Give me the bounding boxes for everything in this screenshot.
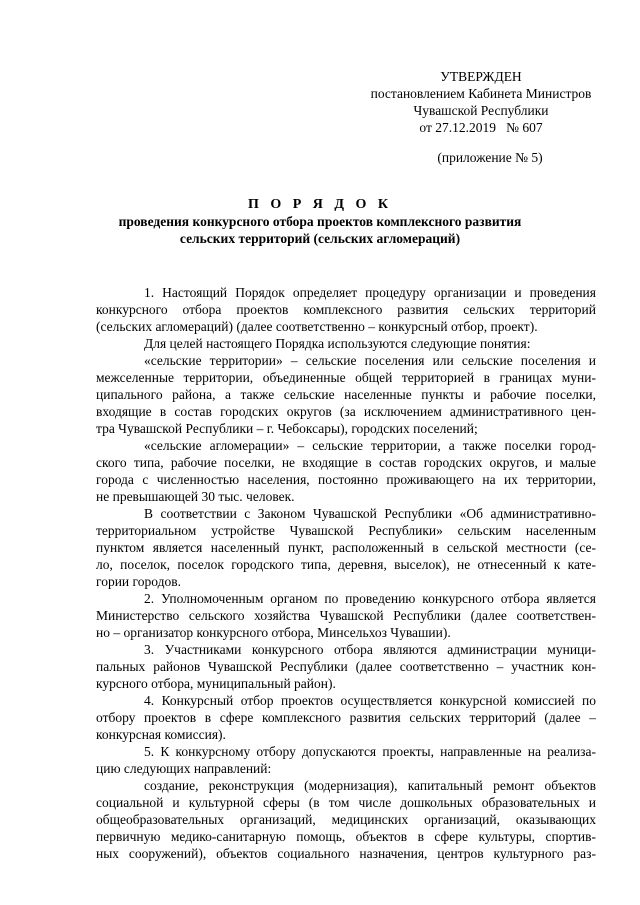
document-subtitle: [100, 213, 540, 247]
body-line: 2. Уполномоченным органом по проведению конкурсного отбора является: [144, 591, 596, 606]
body-line: но – организатор конкурсного отбора, Минсельхоз Чувашии).: [96, 625, 451, 640]
subtitle-line-1: проведения конкурсного отбора проектов комплексного развития: [118, 214, 522, 229]
body-line: курсного отбора, муниципальный район).: [96, 676, 336, 691]
body-line: социальной и культурной сферы (в том числе дошкольных образовательных и: [96, 795, 596, 810]
subtitle-line-2: сельских территорий (сельских агломераций): [179, 231, 461, 246]
body-line: 3. Участниками конкурсного отбора являются администрации муници-: [144, 642, 596, 657]
approval-authority: постановлением Кабинета Министров: [370, 86, 592, 101]
approval-stamp: [356, 68, 606, 136]
body-line: «сельские агломерации» – сельские территории, а также поселки город-: [144, 438, 596, 453]
body-line: 4. Конкурсный отбор проектов осуществляется конкурсной комиссией по: [144, 693, 596, 708]
body-line: города с численностью населения, постоянно проживающего на их территории,: [96, 472, 596, 487]
body-line: входящие в состав городских округов (за исключением административного цен-: [96, 404, 596, 419]
body-line: ципального района, а также сельские населенные пункты и рабочие поселки,: [96, 387, 596, 402]
approval-date-number: от 27.12.2019 № 607: [419, 120, 543, 135]
approval-heading: УТВЕРЖДЕН: [440, 69, 522, 84]
body-line: ных сооружений), объектов социального назначения, центров культурного раз-: [96, 846, 596, 861]
body-line: создание, реконструкция (модернизация), капитальный ремонт объектов: [144, 778, 596, 793]
appendix-note: (приложение № 5): [437, 150, 543, 165]
body-line: Для целей настоящего Порядка используются следующие понятия:: [144, 336, 531, 351]
body-line: 5. К конкурсному отбору допускаются проекты, направленные на реализа-: [144, 744, 596, 759]
body-line: гории городов.: [96, 574, 181, 589]
body-line: «сельские территории» – сельские поселения или сельские поселения и: [144, 353, 596, 368]
body-line: Министерство сельского хозяйства Чувашской Республики (далее соответствен-: [96, 608, 596, 623]
body-line: межселенные территории, объединенные общей территорией в границах муни-: [96, 370, 596, 385]
body-line: общеобразовательных организаций, медицинских организаций, оказывающих: [96, 812, 596, 827]
body-line: В соответствии с Законом Чувашской Республики «Об административно-: [144, 506, 596, 521]
body-line: не превышающей 30 тыс. человек.: [96, 489, 295, 504]
body-line: конкурсного отбора проектов комплексного развития сельских территорий: [96, 302, 596, 317]
document-body: [96, 284, 596, 862]
body-line: ского типа, рабочие поселки, не входящие в состав городских округов, и малые: [96, 455, 596, 470]
body-line: территориальном устройстве Чувашской Республики» сельским населенным: [96, 523, 596, 538]
body-line: пунктом является населенный пункт, расположенный в сельской местности (се-: [96, 540, 596, 555]
document-title: П О Р Я Д О К: [247, 197, 393, 212]
body-line: (сельских агломераций) (далее соответственно – конкурсный отбор, проект).: [96, 319, 538, 334]
body-line: отбору проектов в сфере комплексного развития сельских территорий (далее –: [96, 710, 596, 725]
body-line: тра Чувашской Республики – г. Чебоксары), городских поселений;: [96, 421, 478, 436]
body-line: цию следующих направлений:: [96, 761, 272, 776]
approval-region: Чувашской Республики: [413, 103, 549, 118]
body-line: ло, поселок, поселок городского типа, деревня, выселок), не отнесенный к кате-: [96, 557, 596, 572]
body-line: первичную медико-санитарную помощь, объектов в сфере культуры, спортив-: [96, 829, 596, 844]
body-line: конкурсная комиссия).: [96, 727, 226, 742]
body-line: 1. Настоящий Порядок определяет процедуру организации и проведения: [144, 285, 596, 300]
body-line: пальных районов Чувашской Республики (далее соответственно – участник кон-: [96, 659, 596, 674]
